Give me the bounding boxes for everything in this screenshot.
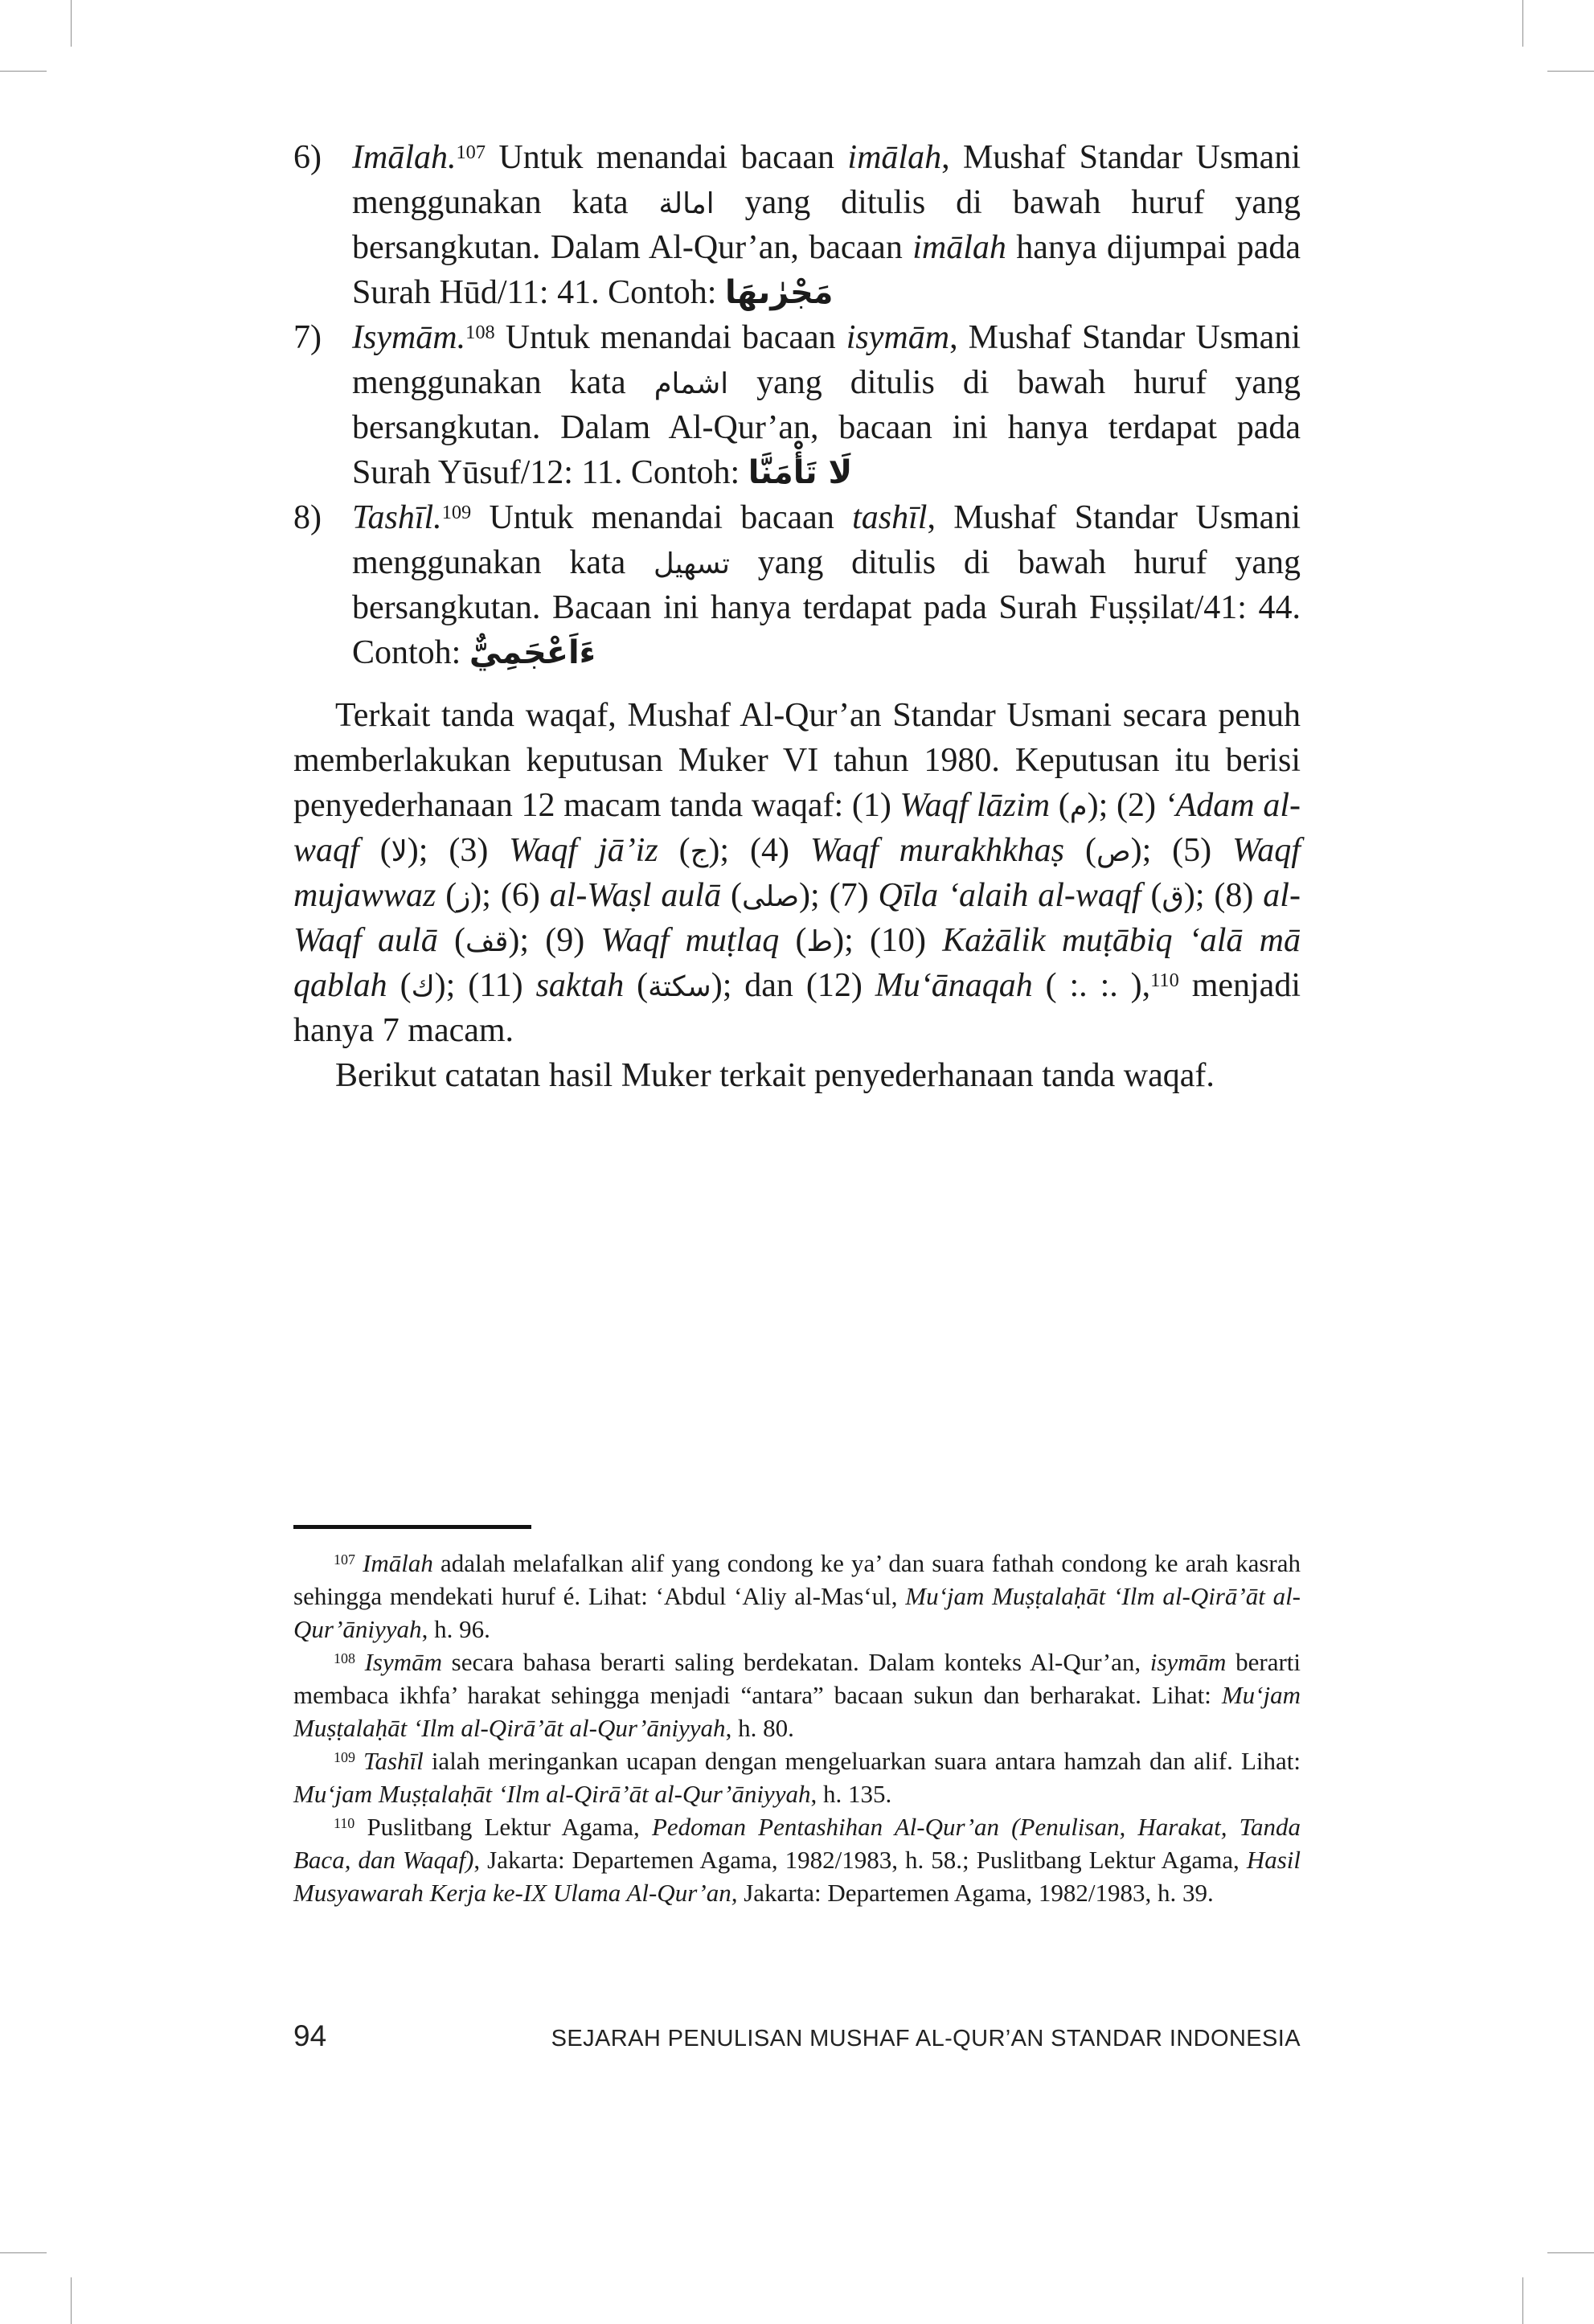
crop-mark-top-right-vertical [1522, 0, 1523, 47]
footnote-separator-rule [293, 1525, 531, 1529]
item-text: Isymām.$^{108}$ Untuk menandai bacaan isymām, Mushaf Standar Usmani menggunakan kata اشمام yang ditulis di bawah huruf yang bersangkutan. Dalam Al-Qur’an, bacaan ini hanya terdapat pada Surah Yūsuf/12: 11. Contoh: لَا تَأْمَنَّا [352, 319, 1301, 491]
page-footer [293, 2019, 1301, 2053]
footnotes-section [293, 1525, 1301, 1909]
running-title: SEJARAH PENULISAN MUSHAF AL-QUR’AN STANDAR INDONESIA [551, 2026, 1301, 2051]
item-text: Tashīl.$^{109}$ Untuk menandai bacaan tashīl, Mushaf Standar Usmani menggunakan kata تسهيل yang ditulis di bawah huruf yang bersangkutan. Bacaan ini hanya terdapat pada Surah Fuṣṣilat/41: 44. Contoh: ءَاَعْجَمِيٌّ [352, 499, 1301, 671]
item-text: Imālah.$^{107}$ Untuk menandai bacaan imālah, Mushaf Standar Usmani menggunakan kata امالة yang ditulis di bawah huruf yang bersangkutan. Dalam Al-Qur’an, bacaan imālah hanya dijumpai pada Surah Hūd/11: 41. Contoh: مَجْرٰىهَا [352, 139, 1301, 311]
footnote-109: $^{109}$ Tashīl ialah meringankan ucapan dengan mengeluarkan suara antara hamzah dan alif. Lihat: Mu‘jam Muṣṭalaḥāt ‘Ilm al-Qirā’āt al-Qur’āniyyah, h. 135. [293, 1747, 1301, 1808]
footnote-107: $^{107}$ Imālah adalah melafalkan alif yang condong ke ya’ dan suara fathah condong ke arah kasrah sehingga mendekati huruf é. Lihat: ‘Abdul ‘Aliy al-Mas‘ul, Mu‘jam Muṣṭalaḥāt ‘Ilm al-Qirā’āt al-Qur’āniyyah, h. 96. [293, 1549, 1301, 1643]
numbered-item-imalah [293, 135, 1301, 315]
crop-mark-top-right-horizontal [1547, 71, 1594, 72]
numbered-item-tashil [293, 495, 1301, 675]
page-number: 94 [293, 2019, 327, 2052]
paragraph-waqaf-overview: Terkait tanda waqaf, Mushaf Al-Qur’an Standar Usmani secara penuh memberlakukan keputusan Muker VI tahun 1980. Keputusan itu berisi penyederhanaan 12 macam tanda waqaf: (1) Waqf lāzim (م); (2) ‘Adam al-waqf (لا); (3) Waqf jā’iz (ج); (4) Waqf murakhkhaṣ (ص); (5) Waqf mujawwaz (ز); (6) al-Waṣl aulā (صلى); (7) Qīla ‘alaih al-waqf (ق); (8) al-Waqf aulā (قف); (9) Waqf muṭlaq (ط); (10) Każālik muṭābiq ‘alā mā qablah (ك); (11) saktah (سكتة); dan (12) Mu‘ānaqah ( :. :. ),$^{110}$ menjadi hanya 7 macam. [293, 697, 1301, 1049]
crop-mark-top-left-horizontal [0, 71, 47, 72]
crop-mark-bottom-right-horizontal [1547, 2252, 1594, 2253]
paragraph-berikut-catatan: Berikut catatan hasil Muker terkait penyederhanaan tanda waqaf. [335, 1057, 1215, 1094]
item-number: 6) [293, 139, 322, 176]
item-number: 7) [293, 319, 322, 356]
footnote-110: $^{110}$ Puslitbang Lektur Agama, Pedoman Pentashihan Al-Qur’an (Penulisan, Harakat, Tanda Baca, dan Waqaf), Jakarta: Departemen Agama, 1982/1983, h. 58.; Puslitbang Lektur Agama, Hasil Musyawarah Kerja ke-IX Ulama Al-Qur’an, Jakarta: Departemen Agama, 1982/1983, h. 39. [293, 1813, 1301, 1907]
item-number: 8) [293, 499, 322, 536]
page-body-text [293, 135, 1301, 1098]
crop-mark-bottom-left-horizontal [0, 2252, 47, 2253]
numbered-item-isymam [293, 315, 1301, 495]
crop-mark-top-left-vertical [71, 0, 72, 47]
crop-mark-bottom-right-vertical [1522, 2277, 1523, 2324]
crop-mark-bottom-left-vertical [71, 2277, 72, 2324]
footnote-108: $^{108}$ Isymām secara bahasa berarti saling berdekatan. Dalam konteks Al-Qur’an, isymām berarti membaca ikhfa’ harakat sehingga menjadi “antara” bacaan sukun dan berharakat. Lihat: Mu‘jam Muṣṭalaḥāt ‘Ilm al-Qirā’āt al-Qur’āniyyah, h. 80. [293, 1648, 1301, 1742]
